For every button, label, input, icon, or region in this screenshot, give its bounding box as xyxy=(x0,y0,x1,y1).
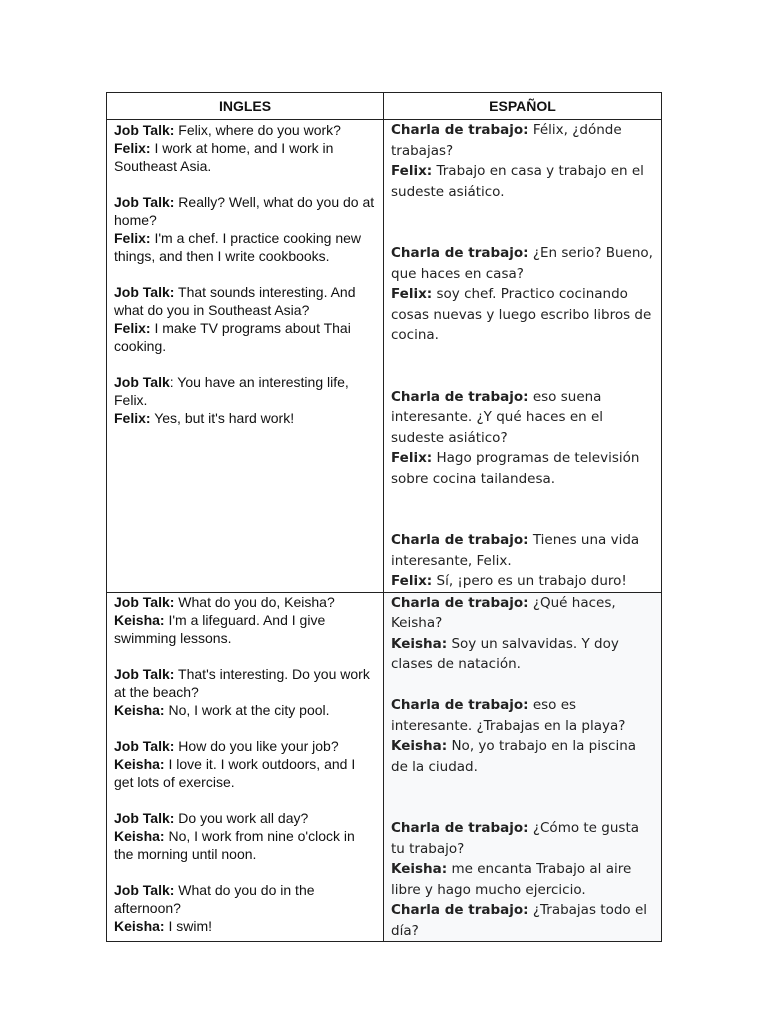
dialogue-text: Really? Well, what do you do at home? xyxy=(114,194,375,228)
dialogue-line xyxy=(114,701,377,719)
dialogue-text: How do you like your job? xyxy=(174,737,339,754)
dialogue-text: I'm a lifeguard. And I give swimming lessons. xyxy=(114,611,326,646)
blank-line xyxy=(391,798,655,819)
speaker-label: Job Talk: xyxy=(114,881,175,898)
dialogue-text: No, I work at the city pool. xyxy=(164,701,330,718)
speaker-label: Keisha: xyxy=(114,755,165,772)
dialogue-line xyxy=(114,809,377,827)
dialogue-text: eso suena interesante. ¿Y qué haces en el sudeste asiático? xyxy=(391,388,604,446)
speaker-label: Felix: xyxy=(391,573,433,589)
dialogue-line xyxy=(114,373,377,409)
dialogue-line xyxy=(114,121,377,139)
dialogue-line xyxy=(114,593,377,611)
speaker-label: Felix: xyxy=(114,410,151,426)
blank-line xyxy=(391,489,655,510)
dialogue-text: ¿Qué haces, Keisha? xyxy=(391,594,616,631)
dialogue-line xyxy=(114,409,377,427)
dialogue-text: soy chef. Practico cocinando cosas nuevas y luego escribo libros de cocina. xyxy=(391,286,652,343)
blank-line xyxy=(391,777,655,798)
dialogue-text: ¿Trabajas todo el día? xyxy=(391,902,648,939)
dialogue-line xyxy=(114,283,377,319)
dialogue-text: ¿En serio? Bueno, que haces en casa? xyxy=(391,245,653,282)
bilingual-dialogue-table xyxy=(106,92,662,942)
dialogue-text: I'm a chef. I practice cooking new things, and then I write cookbooks. xyxy=(114,230,362,264)
speaker-label: Felix: xyxy=(114,320,151,336)
dialogue-line xyxy=(391,571,655,592)
dialogue-text: That sounds interesting. And what do you in Southeast Asia? xyxy=(114,284,356,318)
dialogue-text: Felix, where do you work? xyxy=(174,122,341,138)
dialogue-line xyxy=(391,387,655,449)
speaker-label: Charla de trabajo: xyxy=(391,594,529,611)
dialogue-text: eso es interesante. ¿Trabajas en la playa? xyxy=(391,697,626,734)
dialogue-line xyxy=(114,319,377,355)
speaker-label: Felix: xyxy=(391,163,433,179)
dialogue-text: Yes, but it's hard work! xyxy=(150,410,295,426)
dialogue-text: : You have an interesting life, Felix. xyxy=(114,374,349,408)
speaker-label: Charla de trabajo: xyxy=(391,388,529,405)
header-ingles: INGLES xyxy=(107,93,384,120)
dialogue-text: Do you work all day? xyxy=(174,809,309,826)
speaker-label: Felix: xyxy=(114,230,151,246)
dialogue-line xyxy=(391,900,655,941)
dialogue-line xyxy=(114,611,377,647)
dialogue-line xyxy=(114,755,377,791)
dialogue-text: Félix, ¿dónde trabajas? xyxy=(391,122,622,159)
speaker-label: Job Talk: xyxy=(114,809,175,826)
dialogue-line xyxy=(391,243,655,284)
dialogue-line xyxy=(114,827,377,863)
dialogue-line xyxy=(114,917,377,935)
speaker-label: Keisha: xyxy=(114,827,165,844)
dialogue-line xyxy=(391,736,655,777)
speaker-label: Keisha: xyxy=(114,701,165,718)
dialogue-line xyxy=(114,229,377,265)
blank-line xyxy=(114,175,377,193)
speaker-label: Keisha: xyxy=(391,738,448,754)
speaker-label: Keisha: xyxy=(391,635,448,652)
dialogue-line xyxy=(114,665,377,701)
speaker-label: Felix: xyxy=(114,140,151,156)
blank-line xyxy=(114,791,377,809)
speaker-label: Keisha: xyxy=(114,917,165,934)
dialogue-text: me encanta Trabajo al aire libre y hago mucho ejercicio. xyxy=(391,861,632,898)
english-cell xyxy=(107,120,384,593)
blank-line xyxy=(114,265,377,283)
dialogue-text: I work at home, and I work in Southeast Asia. xyxy=(114,140,334,174)
dialogue-text: Sí, ¡pero es un trabajo duro! xyxy=(432,573,627,589)
blank-line xyxy=(114,647,377,665)
header-espanol: ESPAÑOL xyxy=(384,93,662,120)
dialogue-line xyxy=(114,881,377,917)
speaker-label: Job Talk: xyxy=(114,665,175,682)
english-cell xyxy=(107,592,384,942)
dialogue-line xyxy=(391,120,655,161)
speaker-label: Charla de trabajo: xyxy=(391,697,529,713)
speaker-label: Charla de trabajo: xyxy=(391,122,529,138)
blank-line xyxy=(391,223,655,244)
blank-line xyxy=(114,863,377,881)
spanish-cell xyxy=(384,120,662,593)
dialogue-line xyxy=(391,634,655,675)
dialogue-text: I swim! xyxy=(164,917,213,934)
dialogue-text: Soy un salvavidas. Y doy clases de natación. xyxy=(391,635,619,672)
dialogue-line xyxy=(391,284,655,346)
dialogue-text: What do you do in the afternoon? xyxy=(114,881,315,916)
speaker-label: Job Talk: xyxy=(114,284,175,300)
dialogue-line xyxy=(391,818,655,859)
blank-line xyxy=(391,510,655,531)
dialogue-text: Hago programas de televisión sobre cocina tailandesa. xyxy=(391,450,640,487)
dialogue-line xyxy=(114,193,377,229)
blank-line xyxy=(114,355,377,373)
header-row xyxy=(107,93,662,120)
dialogue-line xyxy=(391,448,655,489)
blank-line xyxy=(391,346,655,367)
blank-line xyxy=(391,202,655,223)
dialogue-line xyxy=(391,161,655,202)
dialogue-line xyxy=(391,695,655,736)
dialogue-text: Trabajo en casa y trabajo en el sudeste asiático. xyxy=(391,163,644,200)
speaker-label: Keisha: xyxy=(391,861,448,877)
dialogue-line xyxy=(114,737,377,755)
dialogue-line xyxy=(391,530,655,571)
speaker-label: Charla de trabajo: xyxy=(391,820,529,836)
dialogue-text: I love it. I work outdoors, and I get lots of exercise. xyxy=(114,755,356,790)
dialogue-row-felix xyxy=(107,120,662,593)
dialogue-text: That's interesting. Do you work at the beach? xyxy=(114,665,370,700)
speaker-label: Job Talk: xyxy=(114,593,175,610)
blank-line xyxy=(391,675,655,696)
speaker-label: Job Talk: xyxy=(114,194,175,210)
dialogue-line xyxy=(391,859,655,900)
speaker-label: Charla de trabajo: xyxy=(391,245,529,261)
speaker-label: Job Talk: xyxy=(114,737,175,754)
speaker-label: Job Talk xyxy=(114,374,170,390)
dialogue-text: Tienes una vida interesante, Felix. xyxy=(391,532,640,569)
speaker-label: Keisha: xyxy=(114,611,165,628)
dialogue-text: What do you do, Keisha? xyxy=(174,593,335,610)
speaker-label: Job Talk: xyxy=(114,122,175,138)
dialogue-text: No, I work from nine o'clock in the morning until noon. xyxy=(114,827,355,862)
speaker-label: Felix: xyxy=(391,286,433,302)
blank-line xyxy=(114,719,377,737)
dialogue-text: ¿Cómo te gusta tu trabajo? xyxy=(391,820,640,857)
speaker-label: Charla de trabajo: xyxy=(391,532,529,548)
dialogue-line xyxy=(114,139,377,175)
speaker-label: Charla de trabajo: xyxy=(391,902,529,918)
spanish-cell xyxy=(384,592,662,942)
blank-line xyxy=(391,366,655,387)
dialogue-row-keisha xyxy=(107,592,662,942)
speaker-label: Felix: xyxy=(391,450,433,466)
dialogue-text: No, yo trabajo en la piscina de la ciudad. xyxy=(391,738,637,775)
dialogue-text: I make TV programs about Thai cooking. xyxy=(114,320,351,354)
dialogue-line xyxy=(391,593,655,634)
